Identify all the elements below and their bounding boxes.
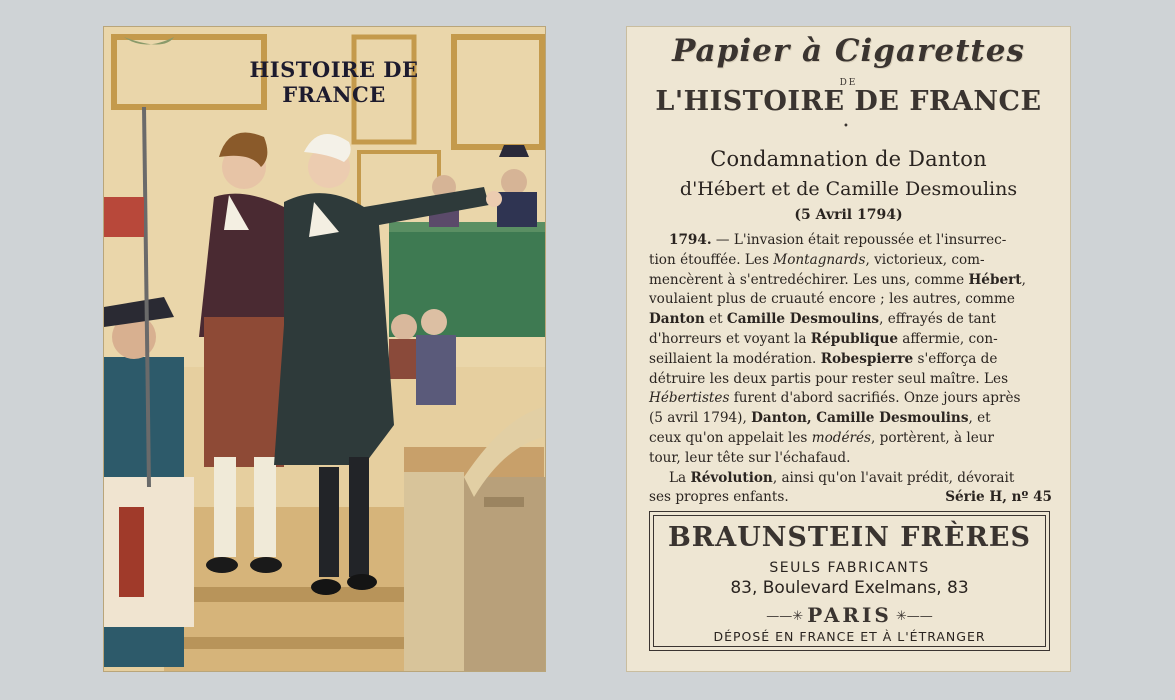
text-run: d'horreurs et voyant la [649, 330, 811, 347]
text-line [649, 429, 1052, 449]
divider-right: ✳—— [891, 609, 933, 624]
text-run: (5 avril 1794), [649, 410, 752, 427]
text-line [649, 449, 1052, 469]
brand-title: Papier à Cigarettes [672, 33, 1025, 69]
maker-city-label: PARIS [807, 603, 892, 627]
text-run: — L'invasion était repoussée et l'insurrec- [711, 232, 1007, 248]
text-run: mencèrent à s'entredéchirer. Les uns, comme [649, 271, 969, 288]
text-italic: Hébertistes [649, 390, 730, 407]
maker-address: 83, Boulevard Exelmans, 83 [730, 578, 969, 598]
maker-name: BRAUNSTEIN FRÈRES [667, 522, 1032, 553]
text-run: , [1021, 271, 1026, 288]
text-bold: Danton, Camille Desmoulins [751, 410, 969, 427]
text-line [649, 290, 1052, 310]
text-bold: Danton [649, 311, 705, 328]
text-line [649, 350, 1052, 370]
text-line [649, 231, 1052, 251]
text-run: ceux qu'on appelait les [649, 429, 812, 446]
text-bold: Révolution [690, 469, 773, 486]
front-title: HISTOIRE DE FRANCE [249, 57, 419, 107]
text-run: et [704, 311, 727, 328]
text-line [649, 469, 1052, 489]
maker-box [649, 511, 1050, 651]
heading-date: (5 Avril 1794) [794, 207, 903, 223]
text-run: , portèrent, à leur [871, 429, 995, 446]
text-run: , et [968, 410, 991, 427]
text-bold: Camille Desmoulins [726, 311, 880, 328]
text-bold: 1794. [669, 232, 712, 248]
ornament-dot: • [843, 121, 849, 132]
text-line [649, 370, 1052, 390]
text-line [649, 488, 1052, 508]
divider-left: ——✳ [766, 609, 808, 624]
text-run: furent d'abord sacrifiés. Onze jours après [729, 390, 1021, 407]
maker-city [650, 603, 1049, 627]
text-bold: Hébert [968, 271, 1022, 288]
maker-subtitle: SEULS FABRICANTS [769, 560, 930, 576]
front-card [103, 26, 546, 672]
text-line [649, 389, 1052, 409]
text-run: seillaient la modération. [649, 350, 821, 367]
text-line [649, 409, 1052, 429]
histoire-title: L'HISTOIRE DE FRANCE [655, 86, 1042, 117]
text-run: , victorieux, com- [865, 251, 985, 268]
brand-de: DE [839, 78, 858, 88]
heading-line-1: Condamnation de Danton [710, 147, 987, 171]
text-line [649, 330, 1052, 350]
body-text [649, 231, 1052, 508]
text-bold: Robespierre [820, 350, 914, 367]
text-run: détruire les deux partis pour rester seul maître. Les [649, 370, 1009, 387]
text-run: ses propres enfants. [649, 489, 789, 506]
text-run: tion étouffée. Les [649, 251, 774, 268]
text-bold: République [810, 330, 898, 347]
text-run: s'efforça de [913, 350, 998, 367]
heading-line-2: d'Hébert et de Camille Desmoulins [679, 178, 1018, 200]
back-card [626, 26, 1071, 672]
text-run: tour, leur tête sur l'échafaud. [649, 449, 851, 466]
serie-number: Série H, nº 45 [945, 489, 1052, 506]
text-line [649, 251, 1052, 271]
text-italic: Montagnards [773, 251, 866, 268]
text-run: , ainsi qu'on l'avait prédit, dévorait [772, 469, 1015, 486]
illustration [104, 27, 546, 672]
text-run: voulaient plus de cruauté encore ; les autres, comme [649, 291, 1015, 308]
text-run: La [669, 469, 691, 486]
text-line [649, 271, 1052, 291]
text-line [649, 310, 1052, 330]
maker-depose: DÉPOSÉ EN FRANCE ET À L'ÉTRANGER [713, 629, 986, 644]
text-run: , effrayés de tant [879, 311, 996, 328]
text-italic: modérés [811, 429, 872, 446]
text-run: affermie, con- [897, 330, 998, 347]
